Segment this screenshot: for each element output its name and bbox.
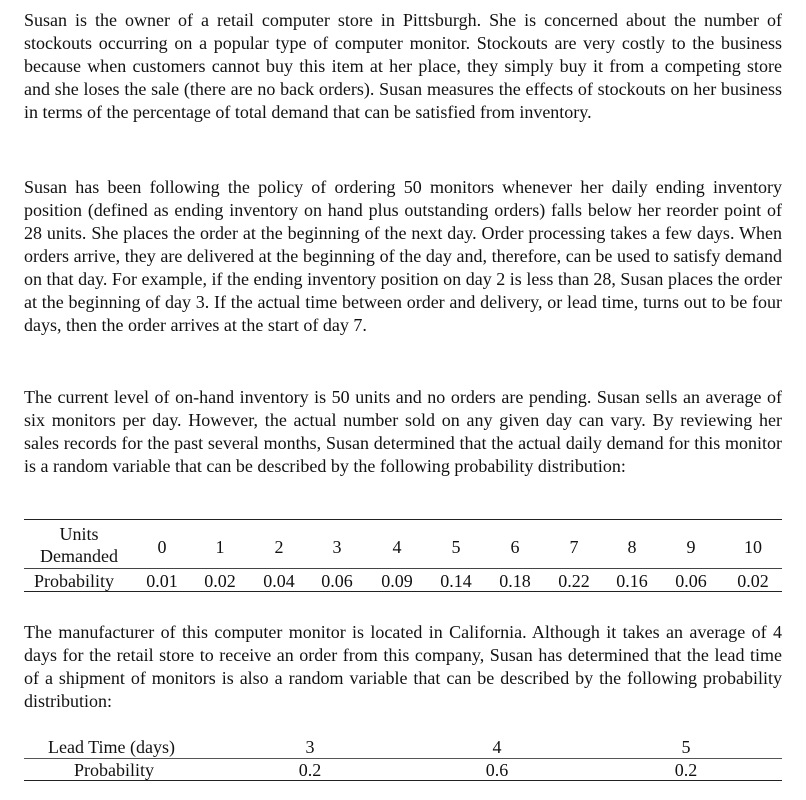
paragraph-lead-time: The manufacturer of this computer monitor is located in California. Although it takes an average of 4 days for the retail store to receive an order from this company, Susan has determined that the lead time of a shipment of monitors is also a random variable that can be described by the following probability distribution: xyxy=(24,622,782,711)
table-rule-bottom xyxy=(24,780,782,781)
units-cell: 6 xyxy=(510,537,520,557)
units-label-line2: Demanded xyxy=(40,546,118,566)
lead-probability-cell: 0.2 xyxy=(298,760,322,780)
probability-cell: 0.01 xyxy=(146,571,178,591)
probability-cell: 0.06 xyxy=(675,571,707,591)
units-cell: 1 xyxy=(215,537,225,557)
lead-probability-label: Probability xyxy=(74,760,154,780)
probability-cell: 0.22 xyxy=(558,571,590,591)
lead-probability-cell: 0.6 xyxy=(485,760,509,780)
paragraph-ordering-policy: Susan has been following the policy of ordering 50 monitors whenever her daily ending inventory position (defined as ending inventory on hand plus outstanding orders) falls below her reorder point of 28 units. She places the order at the beginning of the next day. Order processing takes a few days. When orders arrive, they are delivered at the beginning of the day and, therefore, can be used to satisfy demand on that day. For example, if the ending inventory position on day 2 is less than 28, Susan places the order at the beginning of day 3. If the actual time between order and delivery, or lead time, turns out to be four days, then the order arrives at the start of day 7. xyxy=(24,177,782,335)
probability-cell: 0.06 xyxy=(321,571,353,591)
units-cell: 0 xyxy=(157,537,167,557)
probability-cell: 0.18 xyxy=(499,571,531,591)
probability-cell: 0.09 xyxy=(381,571,413,591)
table-rule-top xyxy=(24,519,782,520)
demand-distribution-table xyxy=(24,519,782,593)
table-rule-bottom xyxy=(24,591,782,592)
units-cell: 10 xyxy=(744,537,762,557)
lead-days-cell: 4 xyxy=(492,737,502,757)
paragraph-demand: The current level of on-hand inventory is 50 units and no orders are pending. Susan sells an average of six monitors per day. However, the actual number sold on any given day can vary. By reviewing her sales records for the past several months, Susan determined that the actual daily demand for this monitor is a random variable that can be described by the following probability distribution: xyxy=(24,387,782,476)
units-cell: 9 xyxy=(686,537,696,557)
units-cell: 4 xyxy=(392,537,402,557)
table-rule-middle xyxy=(24,568,782,569)
units-demanded-label xyxy=(34,523,124,567)
lead-days-cell: 3 xyxy=(305,737,315,757)
probability-cell: 0.04 xyxy=(263,571,295,591)
units-cell: 7 xyxy=(569,537,579,557)
lead-probability-cell: 0.2 xyxy=(674,760,698,780)
units-cell: 3 xyxy=(332,537,342,557)
probability-cell: 0.14 xyxy=(440,571,472,591)
lead-time-distribution-table xyxy=(24,735,782,781)
units-label-line1: Units xyxy=(59,524,99,544)
units-cell: 5 xyxy=(451,537,461,557)
units-cell: 2 xyxy=(274,537,284,557)
lead-days-cell: 5 xyxy=(681,737,691,757)
lead-time-label: Lead Time (days) xyxy=(48,737,175,757)
paragraph-intro: Susan is the owner of a retail computer store in Pittsburgh. She is concerned about the number of stockouts occurring on a popular type of computer monitor. Stockouts are very costly to the business because when customers cannot buy this item at her place, they simply buy it from a competing store and she loses the sale (there are no back orders). Susan measures the effects of stockouts on her business in terms of the percentage of total demand that can be satisfied from inventory. xyxy=(24,10,782,122)
probability-cell: 0.02 xyxy=(737,571,769,591)
probability-label: Probability xyxy=(34,571,114,591)
probability-cell: 0.02 xyxy=(204,571,236,591)
units-cell: 8 xyxy=(627,537,637,557)
probability-cell: 0.16 xyxy=(616,571,648,591)
